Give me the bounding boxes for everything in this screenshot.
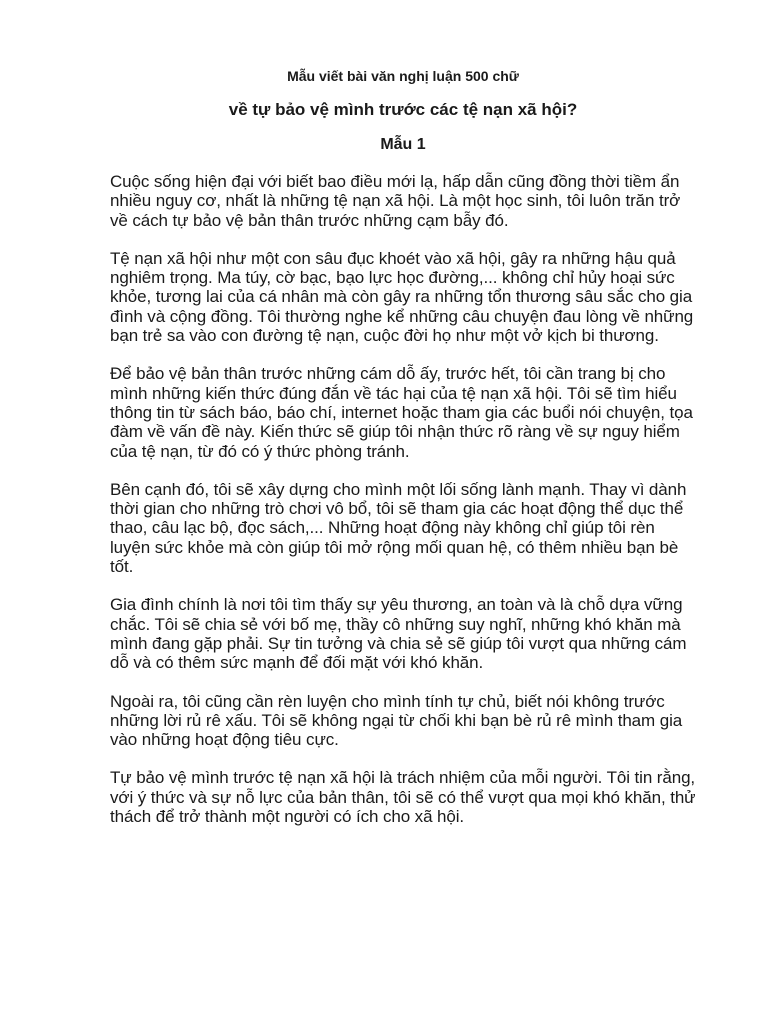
document-page bbox=[110, 66, 696, 845]
paragraph-4: Bên cạnh đó, tôi sẽ xây dựng cho mình một lối sống lành mạnh. Thay vì dành thời gian cho những trò chơi vô bổ, tôi sẽ tham gia các hoạt động thể dục thể thao, câu lạc bộ, đọc sách,... Những hoạt động này không chỉ giúp tôi rèn luyện sức khỏe mà còn giúp tôi mở rộng mối quan hệ, có thêm nhiều bạn bè tốt. bbox=[110, 479, 687, 577]
paragraph-7: Tự bảo vệ mình trước tệ nạn xã hội là trách nhiệm của mỗi người. Tôi tin rằng, với ý thức và sự nỗ lực của bản thân, tôi sẽ có thể vượt qua mọi khó khăn, thử thách để trở thành một người có ích cho xã hội. bbox=[110, 768, 696, 827]
paragraph-1: Cuộc sống hiện đại với biết bao điều mới lạ, hấp dẫn cũng đồng thời tiềm ẩn nhiều nguy cơ, nhất là những tệ nạn xã hội. Là một học sinh, tôi luôn trăn trở về cách tự bảo vệ bản thân trước những cạm bẫy đó. bbox=[110, 172, 681, 230]
paragraph-6: Ngoài ra, tôi cũng cần rèn luyện cho mình tính tự chủ, biết nói không trước những lời rủ rê xấu. Tôi sẽ không ngại từ chối khi bạn bè rủ rê mình tham gia vào những hoạt động tiêu cực. bbox=[110, 691, 683, 750]
paragraph-2: Tệ nạn xã hội như một con sâu đục khoét vào xã hội, gây ra những hậu quả nghiêm trọng. Ma túy, cờ bạc, bạo lực học đường,... không chỉ hủy hoại sức khỏe, tương lai của cá nhân mà còn gây ra những tổn thương sâu sắc cho gia đình và cộng đồng. Tôi thường nghe kể những câu chuyện đau lòng về những bạn trẻ sa vào con đường tệ nạn, cuộc đời họ như một vở kịch bi thương. bbox=[110, 248, 694, 346]
document-subtitle: Mẫu viết bài văn nghị luận 500 chữ bbox=[287, 68, 519, 84]
paragraph-3: Để bảo vệ bản thân trước những cám dỗ ấy, trước hết, tôi cần trang bị cho mình những kiến thức đúng đắn về tác hại của tệ nạn xã hội. Tôi sẽ tìm hiểu thông tin từ sách báo, báo chí, internet hoặc tham gia các buổi nói chuyện, tọa đàm về vấn đề này. Kiến thức sẽ giúp tôi nhận thức rõ ràng về sự nguy hiểm của tệ nạn, từ đó có ý thức phòng tránh. bbox=[110, 364, 693, 461]
document-title: về tự bảo vệ mình trước các tệ nạn xã hội? bbox=[228, 100, 578, 119]
paragraph-5: Gia đình chính là nơi tôi tìm thấy sự yêu thương, an toàn và là chỗ dựa vững chắc. Tôi sẽ chia sẻ với bố mẹ, thầy cô những suy nghĩ, những khó khăn mà mình đang gặp phải. Sự tin tưởng và chia sẻ sẽ giúp tôi vượt qua những cám dỗ và có thêm sức mạnh để đối mặt với khó khăn. bbox=[110, 595, 687, 673]
sample-heading: Mẫu 1 bbox=[380, 136, 426, 153]
